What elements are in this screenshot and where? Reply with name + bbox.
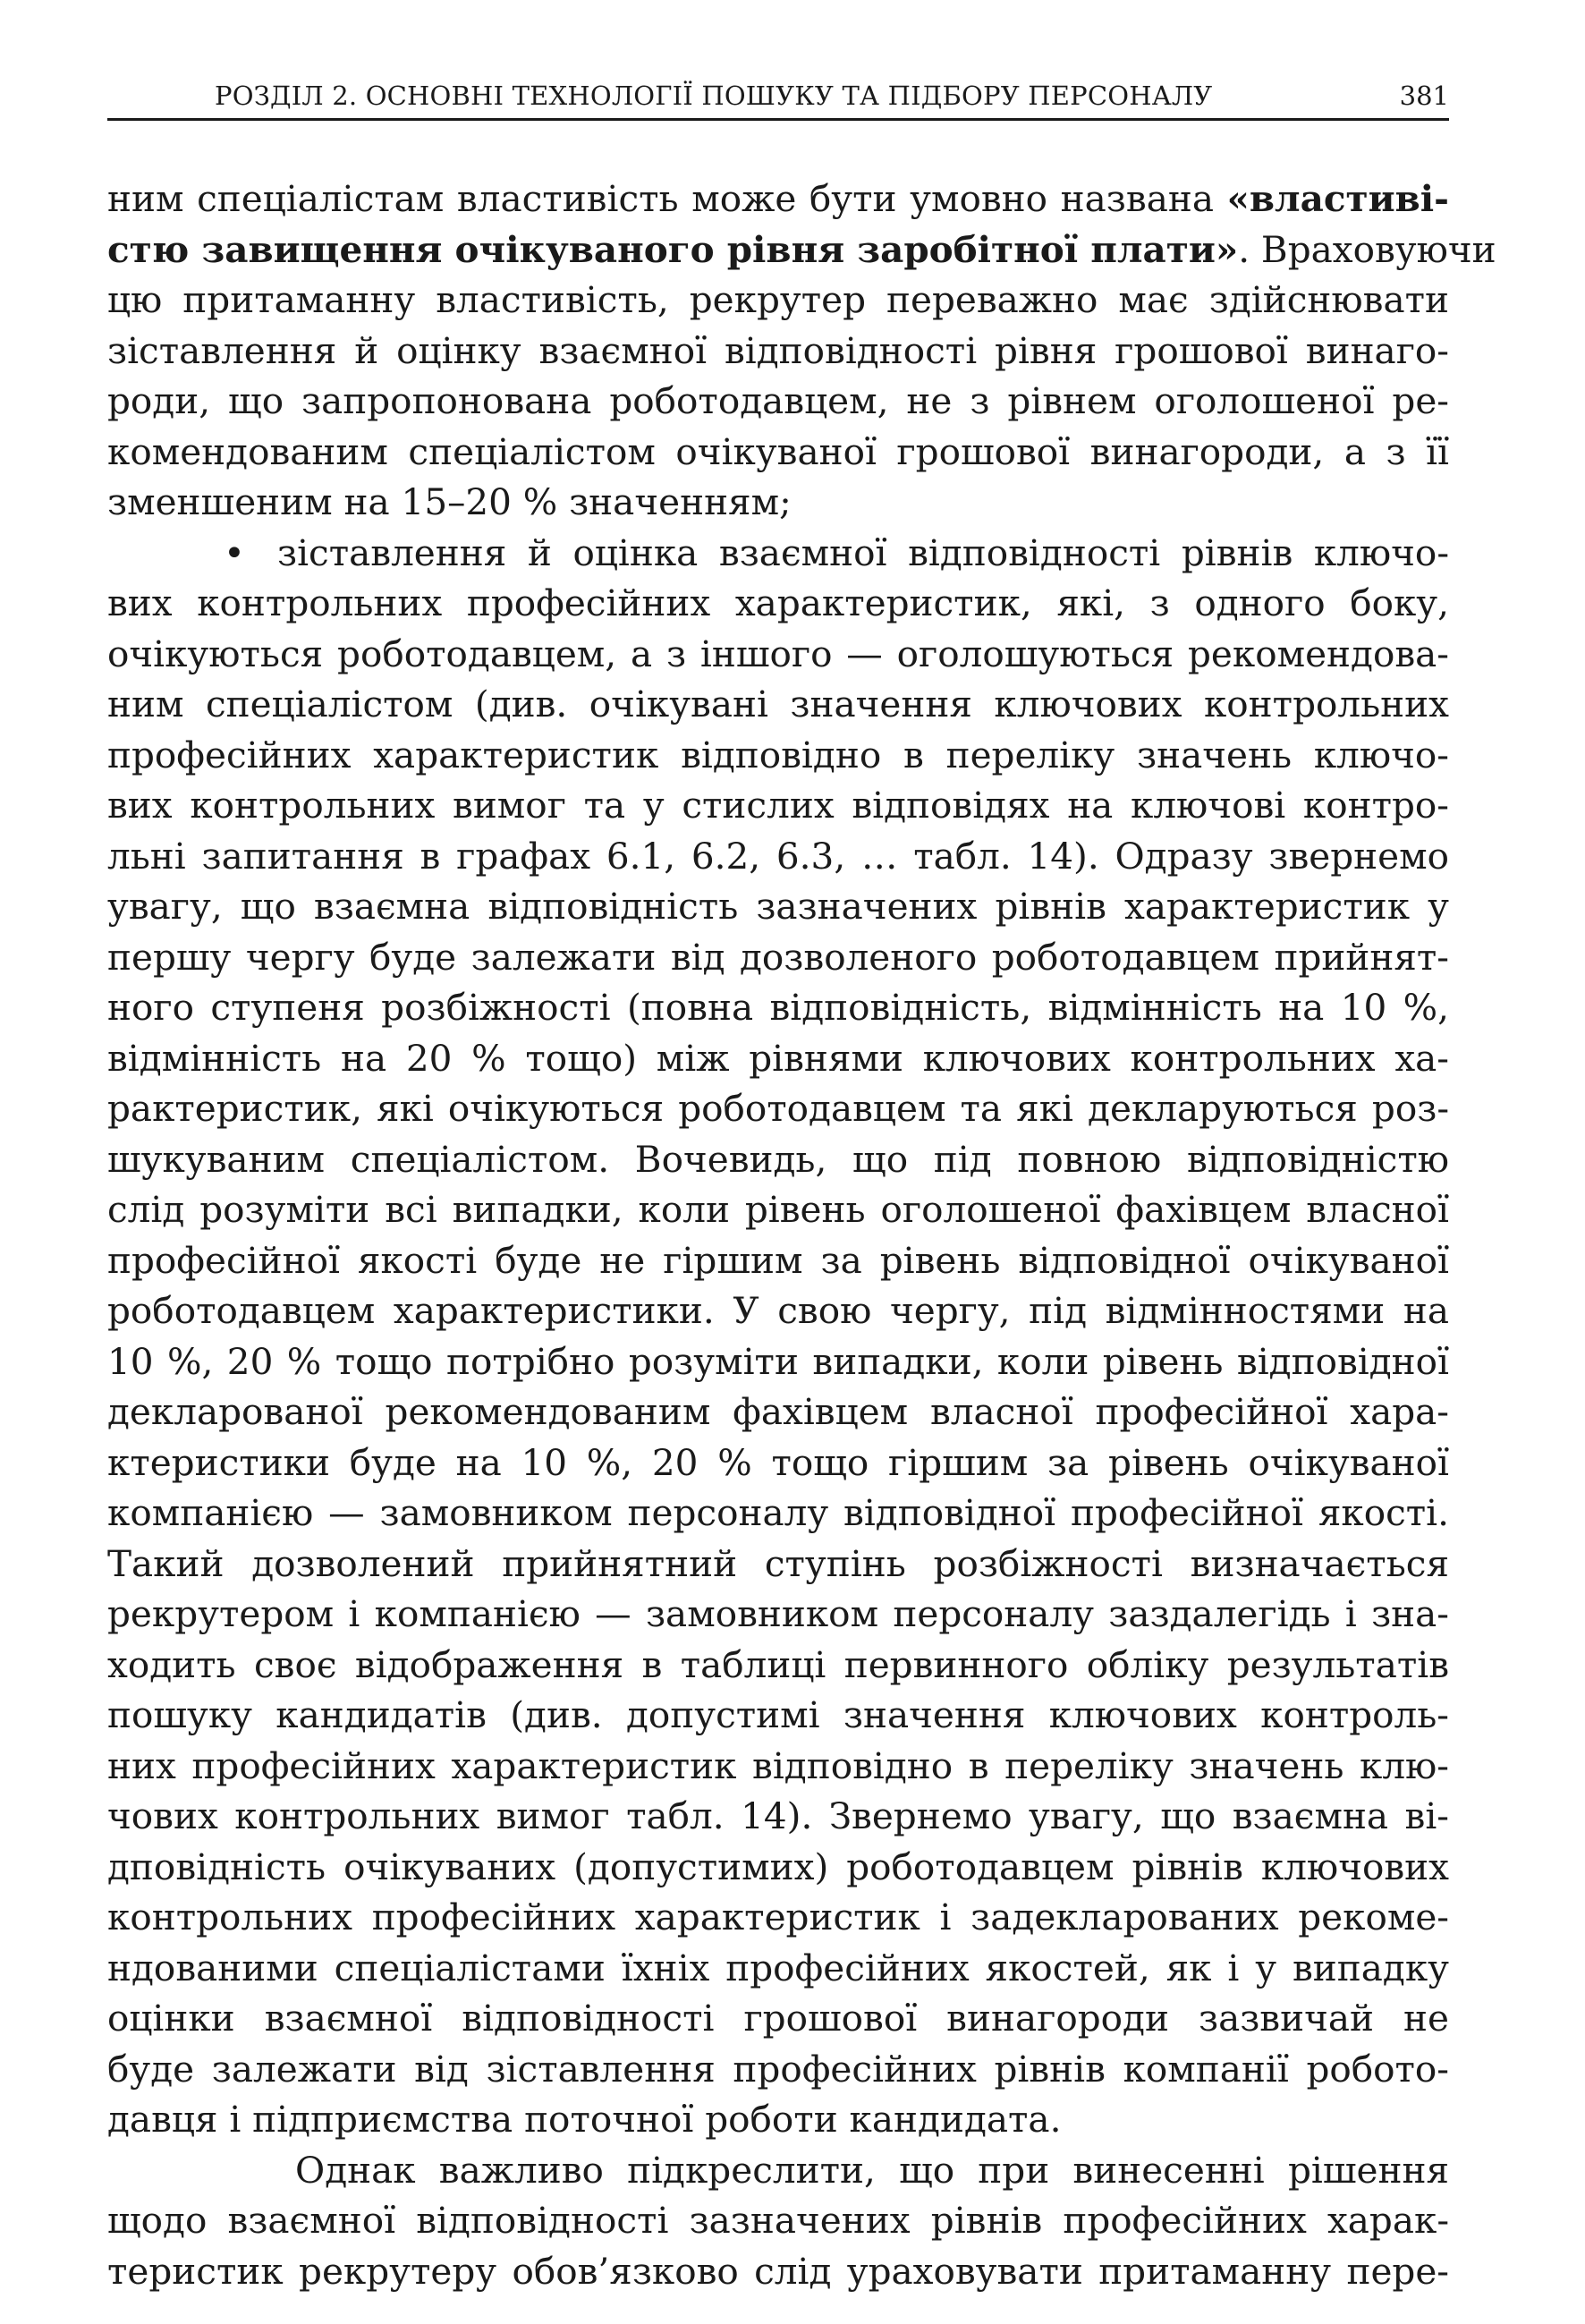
text-line: чових контрольних вимог табл. 14). Звернемо увагу, що взаємна ві- xyxy=(107,1794,1449,1837)
text-line: роботодавцем характеристики. У свою чергу, під відмінностями на xyxy=(107,1289,1449,1332)
text-line: контрольних професійних характеристик і задекларованих рекоме- xyxy=(107,1896,1449,1938)
text-line: першу чергу буде залежати від дозволеного роботодавцем прийнят- xyxy=(107,935,1449,979)
emphasis-text: стю завищення очікуваного рівня заробітної плати» xyxy=(107,227,1239,271)
paragraph-first-line: Однак важливо підкреслити, що при винесенні рішення xyxy=(295,2148,1449,2192)
text-line: вих контрольних професійних характеристик, які, з одного боку, xyxy=(107,581,1449,624)
text-line: Такий дозволений прийнятний ступінь розбіжності визначається xyxy=(107,1541,1449,1585)
text-line: дповідність очікуваних (допустимих) роботодавцем рівнів ключових xyxy=(107,1845,1449,1888)
text-line: 10 %, 20 % тощо потрібно розуміти випадки, коли рівень відповідної xyxy=(107,1339,1449,1383)
text-line: зменшеним на 15–20 % значенням; xyxy=(107,480,792,523)
text-line: льні запитання в графах 6.1, 6.2, 6.3, … табл. 14). Одразу звернемо xyxy=(107,834,1449,878)
body-text xyxy=(107,174,1496,2296)
text-line: професійних характеристик відповідно в переліку значень ключо- xyxy=(107,733,1449,776)
text-span: ним спеціалістам властивість може бути умовно названа xyxy=(107,177,1227,220)
bullet-icon: • xyxy=(224,530,245,574)
page-number: 381 xyxy=(1399,81,1449,111)
text-span: зіставлення й оцінка взаємної відповідності рівнів ключо- xyxy=(277,530,1449,574)
bullet-line xyxy=(107,528,1449,579)
text-span: . Враховуючи xyxy=(1238,227,1496,271)
text-line: роди, що запропонована роботодавцем, не з рівнем оголошеної ре- xyxy=(107,379,1449,422)
emphasis-text: «властиві- xyxy=(1226,177,1449,220)
text-line: рекрутером і компанією — замовником персоналу заздалегідь і зна- xyxy=(107,1592,1449,1635)
text-line: декларованої рекомендованим фахівцем власної професійної хара- xyxy=(107,1390,1449,1433)
text-line: слід розуміти всі випадки, коли рівень оголошеної фахівцем власної xyxy=(107,1188,1449,1231)
text-line xyxy=(107,174,1449,225)
text-line: них професійних характеристик відповідно в переліку значень клю- xyxy=(107,1743,1449,1787)
text-line: буде залежати від зіставлення професійних рівнів компанії робото- xyxy=(107,2047,1449,2091)
text-line: давця і підприємства поточної роботи кандидата. xyxy=(107,2098,1062,2141)
text-line: ним спеціалістом (див. очікувані значення ключових контрольних xyxy=(107,683,1449,725)
text-line: увагу, що взаємна відповідність зазначених рівнів характеристик у xyxy=(107,885,1449,928)
text-line: теристик рекрутеру обов’язково слід ураховувати притаманну пере- xyxy=(107,2249,1449,2293)
text-line: цю притаманну властивість, рекрутер переважно має здійснювати xyxy=(107,278,1449,321)
text-line: рактеристик, які очікуються роботодавцем та які декларуються роз- xyxy=(107,1087,1449,1130)
text-line: пошуку кандидатів (див. допустимі значення ключових контроль- xyxy=(107,1693,1449,1736)
chapter-title: РОЗДІЛ 2. ОСНОВНІ ТЕХНОЛОГІЇ ПОШУКУ ТА ПІДБОРУ ПЕРСОНАЛУ xyxy=(215,81,1213,111)
running-header xyxy=(107,75,1449,121)
text-line: ндованими спеціалістами їхніх професійних якостей, як і у випадку xyxy=(107,1946,1449,1989)
text-line: професійної якості буде не гіршим за рівень відповідної очікуваної xyxy=(107,1238,1449,1282)
text-line: оцінки взаємної відповідності грошової винагороди зазвичай не xyxy=(107,1997,1449,2040)
text-line: відмінність на 20 % тощо) між рівнями ключових контрольних ха- xyxy=(107,1036,1449,1080)
text-line: ктеристики буде на 10 %, 20 % тощо гіршим за рівень очікуваної xyxy=(107,1440,1449,1484)
text-line: вих контрольних вимог та у стислих відповідях на ключові контро- xyxy=(107,784,1449,827)
book-page xyxy=(107,0,1496,2324)
text-line: зіставлення й оцінку взаємної відповідності рівня грошової винаго- xyxy=(107,328,1449,372)
text-line xyxy=(107,225,1496,276)
text-line: шукуваним спеціалістом. Вочевидь, що під повною відповідністю xyxy=(107,1137,1449,1181)
text-line: ного ступеня розбіжності (повна відповідність, відмінність на 10 %, xyxy=(107,986,1449,1029)
text-line: щодо взаємної відповідності зазначених рівнів професійних харак- xyxy=(107,2199,1449,2242)
text-line: очікуються роботодавцем, а з іншого — оголошуються рекомендова- xyxy=(107,632,1449,675)
text-line: комендованим спеціалістом очікуваної грошової винагороди, а з її xyxy=(107,429,1449,473)
text-line: компанією — замовником персоналу відповідної професійної якості. xyxy=(107,1491,1449,1534)
text-line: ходить своє відображення в таблиці первинного обліку результатів xyxy=(107,1642,1449,1686)
